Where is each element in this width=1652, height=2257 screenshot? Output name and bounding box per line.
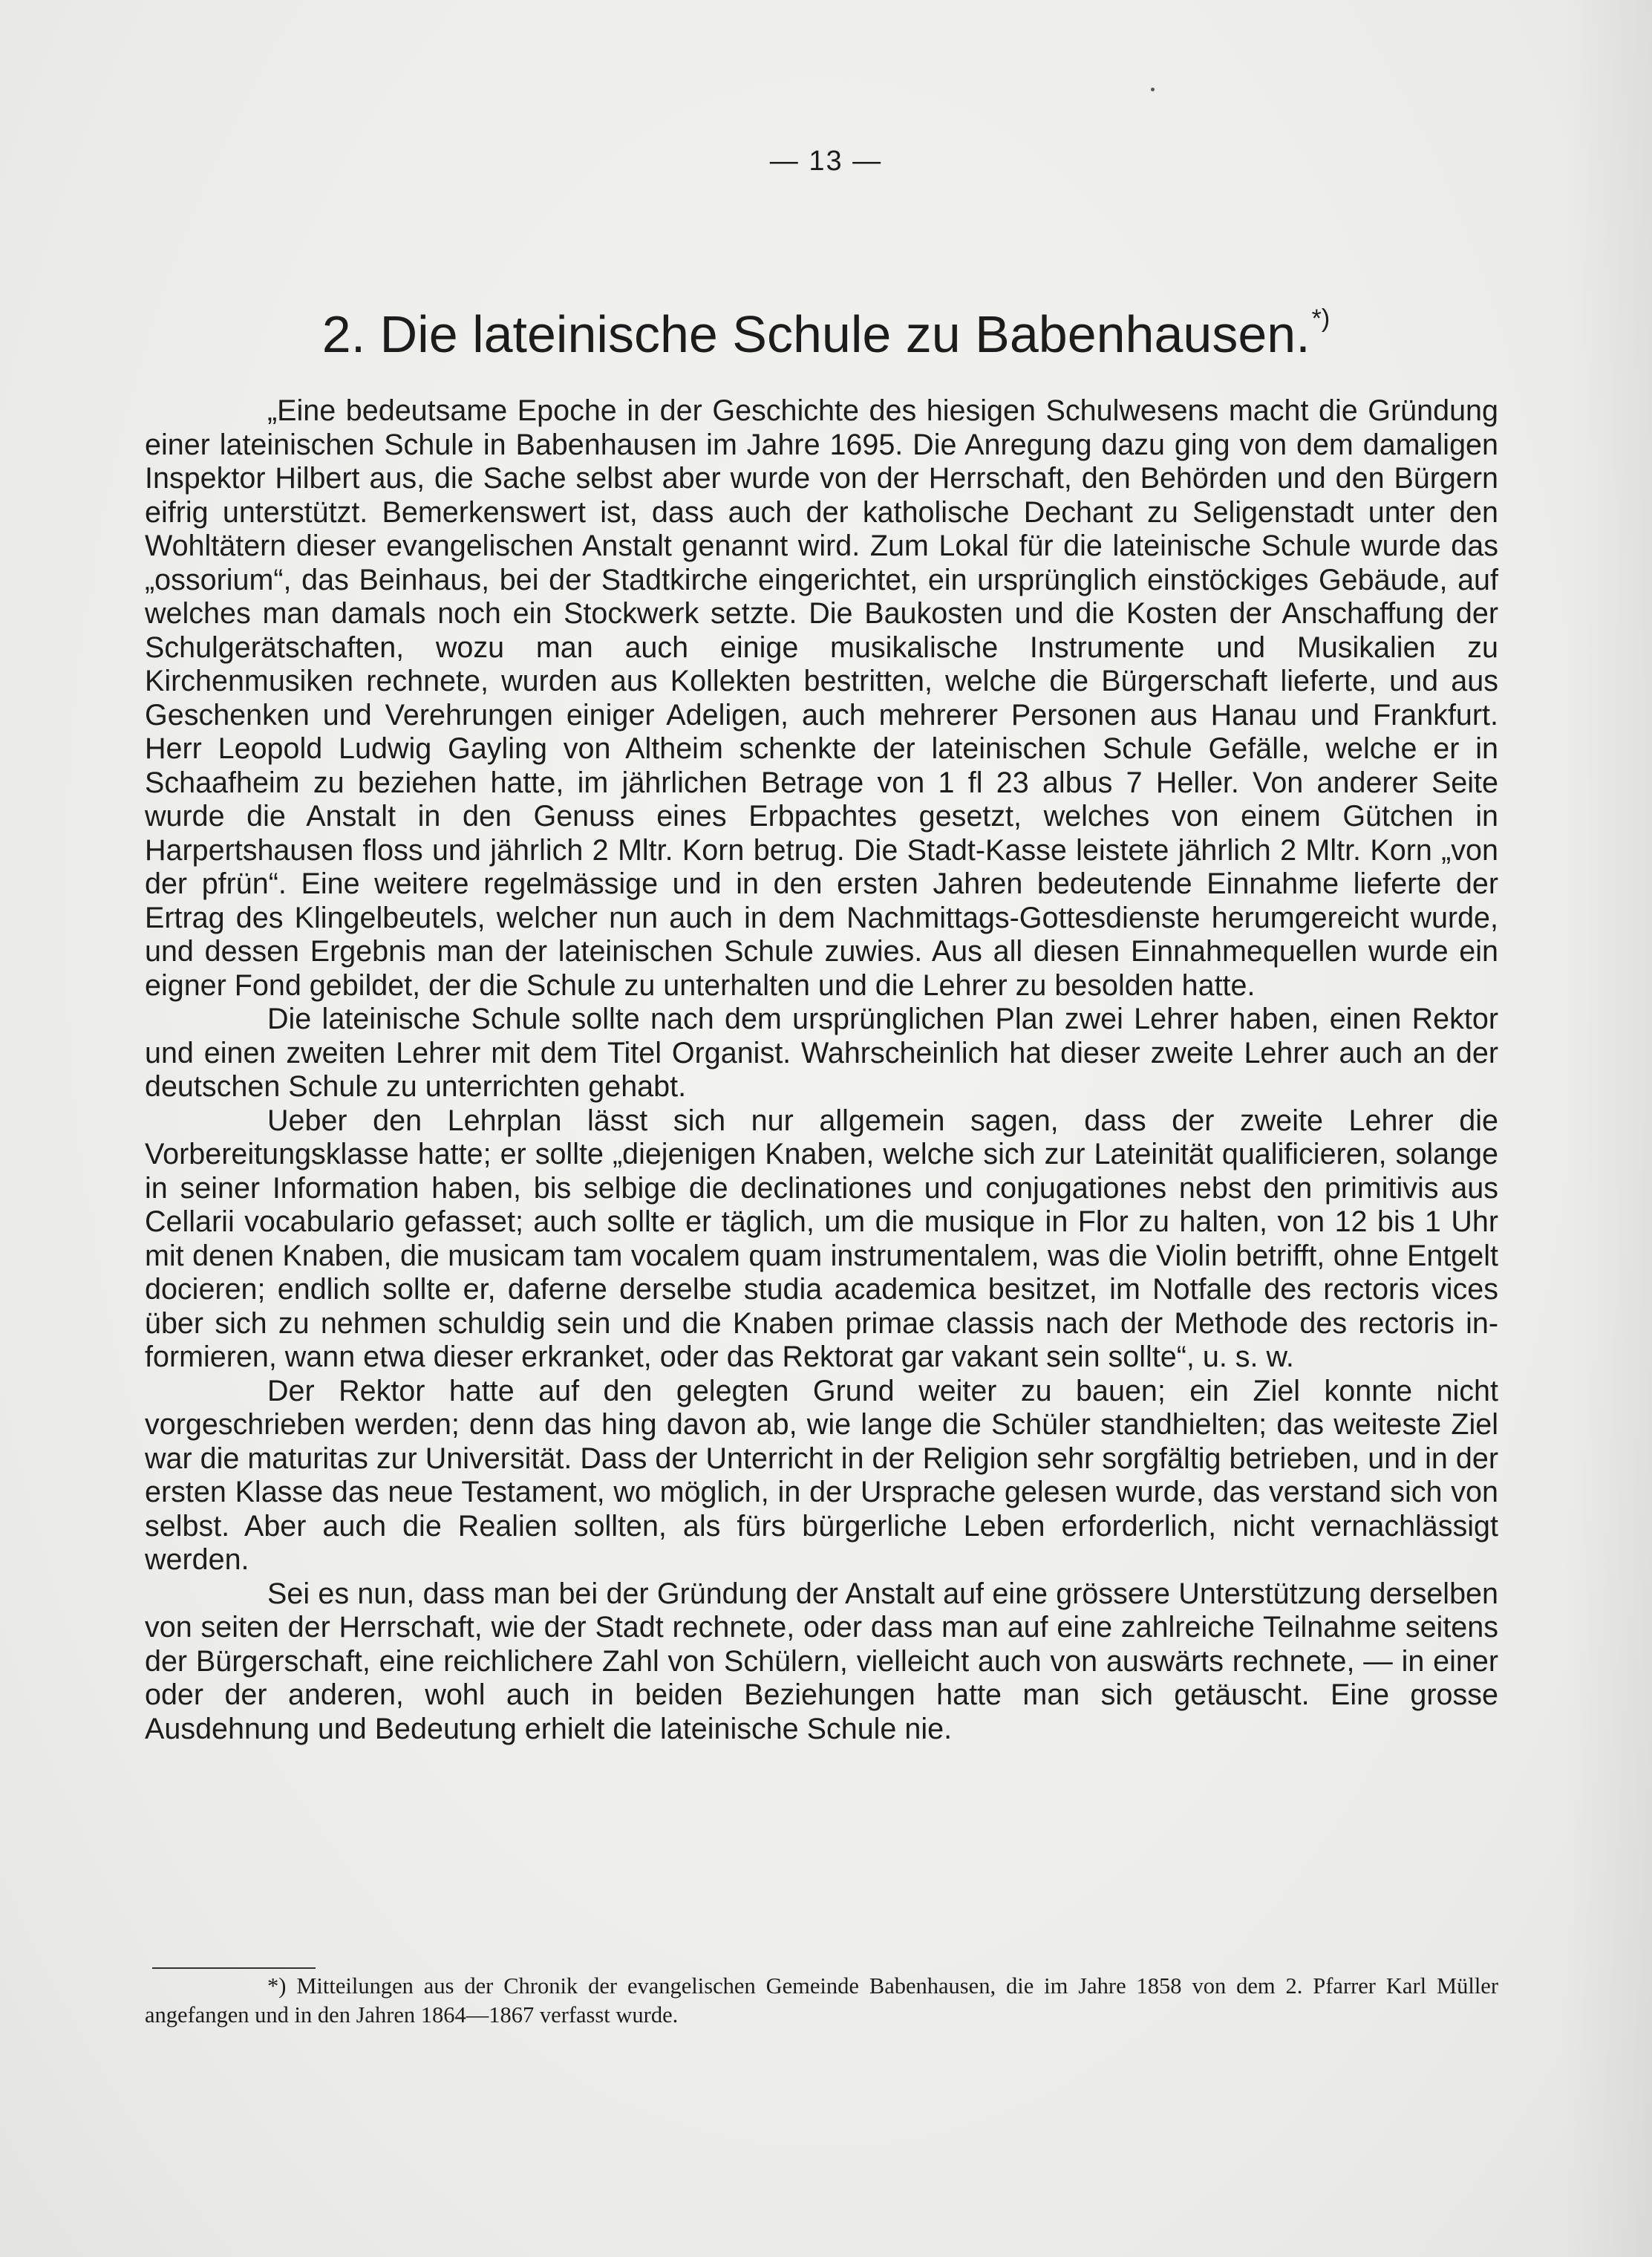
paper-speck bbox=[1151, 88, 1155, 91]
paragraph-4: Der Rektor hatte auf den gelegten Grund weiter zu bauen; ein Ziel konnte nicht vorgeschrieben werden; denn das hing davon ab, wie lange die Schüler standhielten; das weiteste Ziel war die maturitas zur Universität. Dass der Unterricht in der Religion sehr sorgfältig betrieben, und in der ersten Klasse das neue Testament, wo möglich, in der Ursprache gelesen wurde, das verstand sich von selbst. Aber auch die Realien sollten, als fürs bürgerliche Leben erforderlich, nicht vernachlässigt werden. bbox=[145, 1374, 1498, 1576]
paragraph-2: Die lateinische Schule sollte nach dem ursprünglichen Plan zwei Lehrer haben, einen Rektor und einen zweiten Lehrer mit dem Titel Organist. Wahrscheinlich hat dieser zweite Lehrer auch an der deutschen Schule zu unterrichten gehabt. bbox=[145, 1003, 1498, 1103]
paragraph-5: Sei es nun, dass man bei der Gründung der Anstalt auf eine grössere Unterstützung derselben von seiten der Herrschaft, wie der Stadt rechnete, oder dass man auf eine zahlreiche Teilnahme seitens der Bürgerschaft, eine reichlichere Zahl von Schülern, vielleicht auch von auswärts rechnete, — in einer oder der anderen, wohl auch in beiden Beziehungen hatte man sich getäuscht. Eine grosse Ausdehnung und Bedeutung erhielt die lateinische Schule nie. bbox=[145, 1577, 1498, 1745]
paragraph-1: „Eine bedeutsame Epoche in der Geschichte des hiesigen Schulwesens macht die Gründung einer lateinischen Schule in Babenhausen im Jahre 1695. Die Anregung dazu ging von dem damaligen Inspektor Hilbert aus, die Sache selbst aber wurde von der Herrschaft, den Behörden und den Bürgern eifrig unterstützt. Bemerkenswert ist, dass auch der katholische Dechant zu Seligenstadt unter den Wohltätern dieser evangelischen Anstalt genannt wird. Zum Lokal für die lateinische Schule wurde das „ossorium“, das Beinhaus, bei der Stadtkirche eingerichtet, ein ursprünglich einstöckiges Gebäude, auf welches man damals noch ein Stockwerk setzte. Die Baukosten und die Kosten der Anschaffung der Schulgerätschaften, wozu man auch einige musikalische Instrumente und Musikalien zu Kirchenmusiken rechnete, wurden aus Kollekten bestritten, welche die Bürgerschaft lieferte, und aus Geschenken und Verehrungen einiger Adeligen, auch mehrerer Personen aus Hanau und Frankfurt. Herr Leopold Ludwig Gayling von Altheim schenkte der lateinischen Schule Gefälle, welche er in Schaafheim zu beziehen hatte, im jährlichen Betrage von 1 fl 23 albus 7 Heller. Von anderer Seite wurde die Anstalt in den Genuss eines Erbpachtes gesetzt, welches von einem Gütchen in Harpertshausen floss und jährlich 2 Mltr. Korn betrug. Die Stadt-Kasse leistete jährlich 2 Mltr. Korn „von der pfrün“. Eine weitere regelmässige und in den ersten Jahren bedeutende Einnahme lieferte der Ertrag des Klingelbeutels, welcher nun auch in dem Nachmittags-Gottesdienste herumgereicht wurde, und dessen Ergebnis man der lateinischen Schule zuwies. Aus all diesen Einnahmequellen wurde ein eigner Fond gebildet, der die Schule zu unterhalten und die Lehrer zu besolden hatte. bbox=[145, 394, 1498, 1002]
footnote-divider bbox=[152, 1967, 316, 1969]
page-number: — 13 — bbox=[769, 146, 883, 177]
body-text bbox=[145, 394, 1498, 1746]
title-footnote-marker: *) bbox=[1311, 304, 1331, 333]
paragraph-3: Ueber den Lehrplan lässt sich nur allgemein sagen, dass der zweite Lehrer die Vorbereitungsklasse hatte; er sollte „diejenigen Knaben, welche sich zur Lateinität qualificieren, solange in seiner Information haben, bis selbige die declinationes und conjugationes nebst den primitivis aus Cellarii vocabulario gefasset; auch sollte er täglich, um die musique in Flor zu halten, von 12 bis 1 Uhr mit denen Knaben, die musicam tam vocalem quam instrumentalem, was die Violin betrifft, ohne Entgelt docieren; endlich sollte er, daferne derselbe studia academica besitzet, im Notfalle des rectoris vices über sich zu nehmen schuldig sein und die Knaben primae classis nach der Methode des rectoris informieren, wann etwa dieser erkranket, oder das Rektorat gar vakant sein sollte“, u. s. w. bbox=[145, 1104, 1498, 1373]
section-title-text: 2. Die lateinische Schule zu Babenhausen. bbox=[321, 305, 1310, 363]
footnote: *) Mitteilungen aus der Chronik der evangelischen Gemeinde Babenhausen, die im Jahre 1858 von dem 2. Pfarrer Karl Müller angefangen und in den Jahren 1864—1867 verfasst wurde. bbox=[145, 1973, 1498, 2028]
section-title bbox=[0, 304, 1652, 364]
